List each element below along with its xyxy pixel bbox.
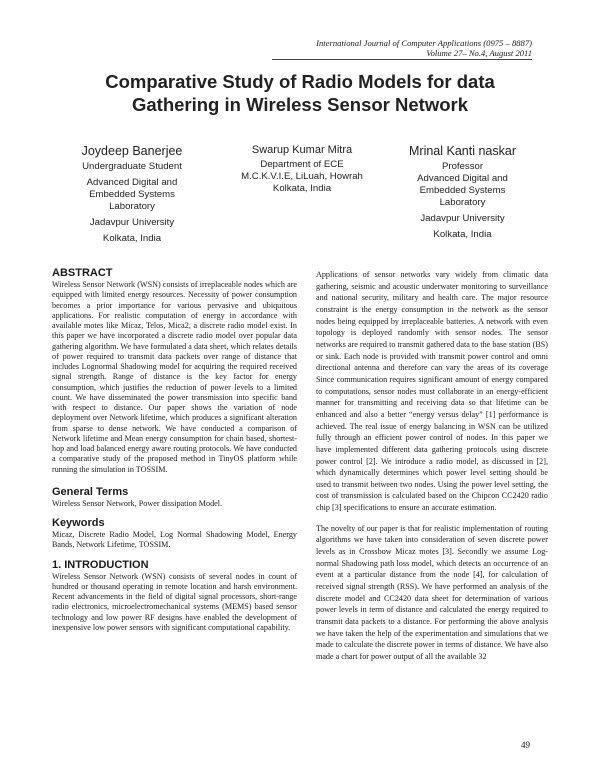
author-name: Swarup Kumar Mitra [251, 144, 353, 156]
author-affiliation-line: M.C.K.V.I.E, LiLuah, Howrah [241, 171, 363, 182]
author-affiliation-line: Advanced Digital and [417, 173, 508, 184]
author-affiliation-line: Department of ECE [260, 159, 344, 170]
author-affiliation-line: Kolkata, India [433, 229, 492, 240]
journal-volume: Volume 27– No.4, August 2011 [426, 48, 532, 58]
general-terms-text: Wireless Sensor Network, Power dissipation Model. [52, 498, 223, 508]
right-column-paragraph-2: The novelty of our paper is that for realistic implementation of routing algorithms we have taken into consideration of seven discrete power levels as in Crossbow Micaz motes [3]. Secondly we assume Log-normal Shadowing path loss model, which detects an occurrence of an event at a particular distance from the node [4], for calculation of received signal strength (RSS). We have performed an analysis of the discrete model and CC2420 data sheet for determination of various power levels in term of distance and calculated the energy required to transmit data packets to a distance. For performing the above analysis we have taken the help of the experimentation and simulations that we made to calculate the discrete power in terms of distance. We have also made a chart for power output of all the available 32 [316, 523, 548, 661]
author-affiliation-line: Jadavpur University [89, 217, 175, 228]
author-name: Joydeep Banerjee [81, 144, 183, 158]
journal-name: International Journal of Computer Applications (0975 – 8887) [316, 38, 532, 48]
author-block-2 [222, 143, 382, 195]
author-affiliation-line: Advanced Digital and [86, 177, 178, 188]
author-affiliation-line: Undergraduate Student [82, 161, 182, 172]
general-terms-heading: General Terms [52, 485, 129, 498]
abstract-heading: ABSTRACT [52, 267, 113, 279]
author-affiliation-line: Professor [441, 161, 484, 172]
paper-title [60, 70, 540, 116]
introduction-heading: 1. INTRODUCTION [52, 558, 149, 571]
right-column-paragraph-1: Applications of sensor networks vary widely from climatic data gathering, seismic and acoustic underwater monitoring to surveillance and national security, military and health care. The major resource constraint is the energy consumption in the network as the sensor nodes being equipped by irreplaceable batteries. A network with even topology is deployed randomly with sensor nodes. The sensor networks are required to transmit gathered data to the base station (BS) or sink. Each node is provided with transmit power control and omni directional antenna and therefore can vary the areas of its coverage Since communication requires significant amount of energy compared to computations, sensor nodes must collaborate in an energy-efficient manner for transmitting and receiving data so that lifetime can be enhanced and also a better “energy versus delay” [1] performance is achieved. The real issue of energy balancing in WSN can be utilized fully through an efficient power control of nodes. In this paper we have implemented different data gathering protocols using discrete power control [2]. We introduce a radio model, as discussed in [2], which dynamically determines which power level setting should be used to transmit between two nodes. Using the power level setting, the cost of transmission is calculated based on the Chipcon CC2420 radio chip [3] specifications to ensure an accurate estimation. [316, 270, 548, 513]
author-block-1 [62, 143, 202, 245]
author-affiliation-line: Kolkata, India [102, 233, 162, 244]
author-name: Mrinal Kanti naskar [409, 144, 516, 158]
keywords-text: Micaz, Discrete Radio Model, Log Normal Shadowing Model, Energy Bands, Network Lifetime, TOSSIM. [52, 530, 297, 550]
author-affiliation-line: Embedded Systems [419, 185, 506, 196]
author-affiliation-line: Laboratory [439, 197, 486, 208]
header-rule [272, 59, 532, 60]
author-affiliation-line: Kolkata, India [272, 183, 332, 194]
page-number: 49 [521, 740, 530, 750]
right-column [316, 269, 548, 663]
title-line-2: Gathering in Wireless Sensor Network [131, 94, 468, 115]
keywords-heading: Keywords [52, 517, 105, 529]
author-block-3 [390, 143, 535, 241]
author-affiliation-line: Laboratory [109, 201, 155, 212]
abstract-text: Wireless Sensor Network (WSN) consists of irreplaceable nodes which are equipped with limited energy resources. Necessity of power consumption becomes a prior importance for various pervasive and ubiquitous applications. For realistic computation of energy in accordance with available motes like Micaz, Telos, Mica2, a discrete radio model exist. In this paper we have incorporated a discrete radio model over popular data gathering algorithm. We have formulated a data sheet, which relates details of power required to transmit data packets over range of distance that includes Lognormal Shadowing model for acquiring the required received signal strength. Range of distance is the key factor for energy consumption, which justifies the reduction of power levels to a limited count. We have disseminated the power transmission into specific band with respect to distance. Our paper shows the variation of node deployment over Network lifetime, which produces a significant alteration from sparse to dense network. We have conducted a comparison of Network lifetime and Mean energy consumption for chain based, shortest-hop and load balanced energy aware routing protocols. We have conducted a comparative study of the proposed method in TinyOS platform while running the simulation in TOSSIM. [52, 280, 297, 474]
author-affiliation-line: Jadavpur University [420, 213, 505, 224]
introduction-text: Wireless Sensor Network (WSN) consists of several nodes in count of hundred or thousand operating in remote location and harsh environment. Recent advancements in the field of digital signal processors, short-range radio electronics, microelectromechanical systems (MEMS) based sensor technology and low power RF designs have enabled the development of inexpensive low power sensors with significant computational capability. [52, 571, 297, 632]
journal-header [272, 38, 532, 60]
author-affiliation-line: Embedded Systems [89, 189, 175, 200]
left-column [52, 267, 297, 633]
title-line-1: Comparative Study of Radio Models for data [105, 71, 495, 92]
